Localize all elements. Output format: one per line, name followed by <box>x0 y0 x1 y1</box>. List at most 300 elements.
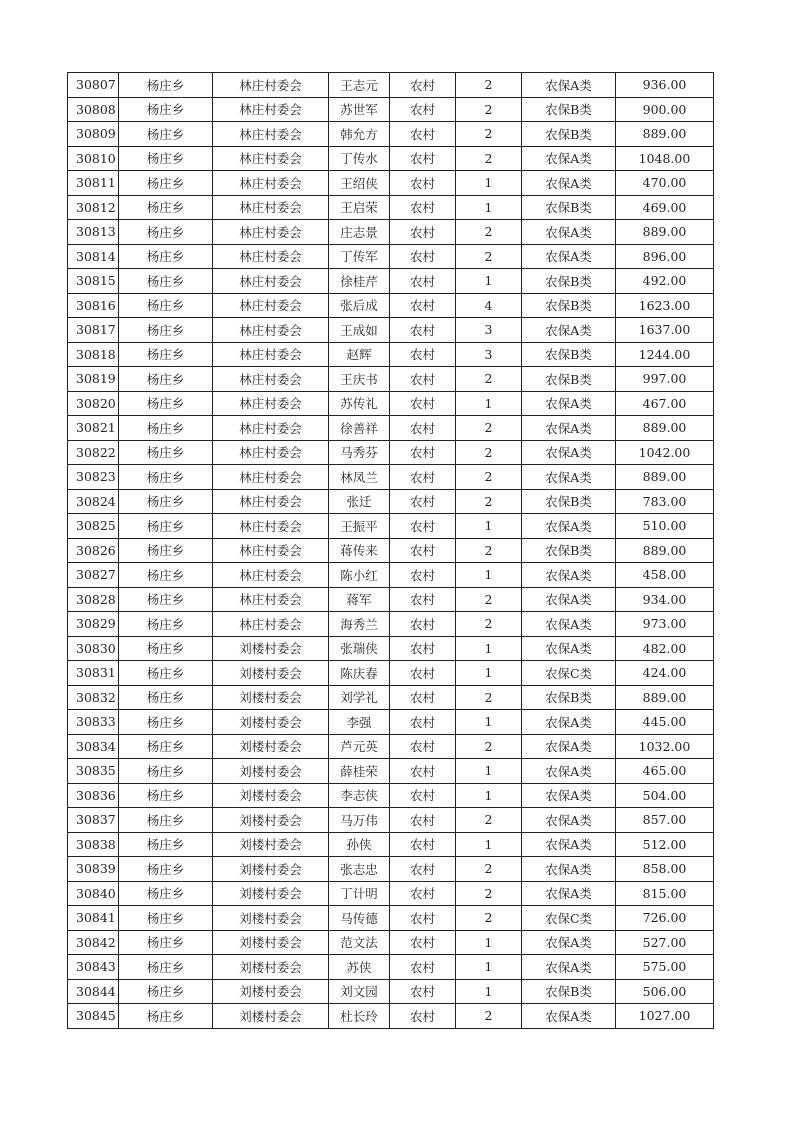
cell-insurance-category: 农保A类 <box>522 710 616 735</box>
cell-village-committee: 林庄村委会 <box>213 563 329 588</box>
cell-township: 杨庄乡 <box>119 661 213 686</box>
cell-household-size: 1 <box>456 171 522 196</box>
cell-household-size: 2 <box>456 587 522 612</box>
cell-insurance-category: 农保B类 <box>522 269 616 294</box>
cell-household-size: 2 <box>456 73 522 98</box>
table-row <box>68 857 714 882</box>
cell-insurance-category: 农保B类 <box>522 367 616 392</box>
cell-record-id: 30842 <box>68 930 119 955</box>
cell-record-id: 30812 <box>68 195 119 220</box>
cell-insurance-category: 农保A类 <box>522 881 616 906</box>
cell-household-size: 2 <box>456 612 522 637</box>
cell-village-committee: 林庄村委会 <box>213 440 329 465</box>
cell-amount: 973.00 <box>616 612 714 637</box>
cell-area-type: 农村 <box>390 318 456 343</box>
cell-name: 赵辉 <box>329 342 390 367</box>
cell-record-id: 30843 <box>68 955 119 980</box>
cell-record-id: 30808 <box>68 97 119 122</box>
table-row <box>68 146 714 171</box>
cell-name: 丁传水 <box>329 146 390 171</box>
cell-township: 杨庄乡 <box>119 97 213 122</box>
cell-household-size: 2 <box>456 906 522 931</box>
cell-insurance-category: 农保A类 <box>522 73 616 98</box>
cell-household-size: 2 <box>456 122 522 147</box>
cell-insurance-category: 农保A类 <box>522 563 616 588</box>
cell-household-size: 2 <box>456 538 522 563</box>
cell-amount: 465.00 <box>616 759 714 784</box>
cell-record-id: 30814 <box>68 244 119 269</box>
cell-township: 杨庄乡 <box>119 759 213 784</box>
cell-record-id: 30833 <box>68 710 119 735</box>
cell-household-size: 4 <box>456 293 522 318</box>
cell-township: 杨庄乡 <box>119 808 213 833</box>
cell-township: 杨庄乡 <box>119 73 213 98</box>
cell-household-size: 1 <box>456 269 522 294</box>
cell-record-id: 30835 <box>68 759 119 784</box>
cell-area-type: 农村 <box>390 734 456 759</box>
cell-name: 徐善祥 <box>329 416 390 441</box>
cell-record-id: 30831 <box>68 661 119 686</box>
cell-record-id: 30828 <box>68 587 119 612</box>
cell-village-committee: 刘楼村委会 <box>213 1004 329 1029</box>
cell-name: 蒋传来 <box>329 538 390 563</box>
cell-village-committee: 林庄村委会 <box>213 73 329 98</box>
cell-household-size: 1 <box>456 391 522 416</box>
cell-insurance-category: 农保A类 <box>522 587 616 612</box>
cell-household-size: 1 <box>456 979 522 1004</box>
table-row <box>68 685 714 710</box>
cell-insurance-category: 农保B类 <box>522 979 616 1004</box>
cell-insurance-category: 农保A类 <box>522 930 616 955</box>
cell-township: 杨庄乡 <box>119 195 213 220</box>
table-row <box>68 563 714 588</box>
cell-village-committee: 刘楼村委会 <box>213 979 329 1004</box>
cell-village-committee: 林庄村委会 <box>213 489 329 514</box>
cell-record-id: 30815 <box>68 269 119 294</box>
cell-household-size: 1 <box>456 661 522 686</box>
cell-name: 王志元 <box>329 73 390 98</box>
cell-insurance-category: 农保A类 <box>522 440 616 465</box>
cell-insurance-category: 农保A类 <box>522 391 616 416</box>
cell-name: 苏传礼 <box>329 391 390 416</box>
cell-name: 杜长玲 <box>329 1004 390 1029</box>
cell-amount: 889.00 <box>616 122 714 147</box>
cell-amount: 512.00 <box>616 832 714 857</box>
table-row <box>68 489 714 514</box>
cell-village-committee: 刘楼村委会 <box>213 930 329 955</box>
cell-household-size: 2 <box>456 734 522 759</box>
cell-insurance-category: 农保B类 <box>522 489 616 514</box>
cell-household-size: 1 <box>456 514 522 539</box>
cell-area-type: 农村 <box>390 979 456 1004</box>
cell-household-size: 1 <box>456 930 522 955</box>
cell-township: 杨庄乡 <box>119 710 213 735</box>
cell-township: 杨庄乡 <box>119 367 213 392</box>
cell-amount: 1042.00 <box>616 440 714 465</box>
cell-household-size: 1 <box>456 563 522 588</box>
cell-area-type: 农村 <box>390 587 456 612</box>
table-row <box>68 979 714 1004</box>
cell-area-type: 农村 <box>390 832 456 857</box>
cell-insurance-category: 农保B类 <box>522 342 616 367</box>
cell-insurance-category: 农保A类 <box>522 318 616 343</box>
cell-village-committee: 林庄村委会 <box>213 195 329 220</box>
cell-record-id: 30834 <box>68 734 119 759</box>
cell-village-committee: 林庄村委会 <box>213 122 329 147</box>
cell-area-type: 农村 <box>390 171 456 196</box>
cell-area-type: 农村 <box>390 122 456 147</box>
cell-household-size: 2 <box>456 881 522 906</box>
cell-area-type: 农村 <box>390 465 456 490</box>
table-row <box>68 171 714 196</box>
cell-record-id: 30809 <box>68 122 119 147</box>
cell-amount: 889.00 <box>616 416 714 441</box>
cell-area-type: 农村 <box>390 293 456 318</box>
cell-area-type: 农村 <box>390 244 456 269</box>
table-row <box>68 195 714 220</box>
cell-area-type: 农村 <box>390 955 456 980</box>
cell-insurance-category: 农保B类 <box>522 685 616 710</box>
cell-village-committee: 刘楼村委会 <box>213 661 329 686</box>
cell-amount: 492.00 <box>616 269 714 294</box>
cell-amount: 1048.00 <box>616 146 714 171</box>
cell-area-type: 农村 <box>390 195 456 220</box>
cell-village-committee: 刘楼村委会 <box>213 881 329 906</box>
table-row <box>68 122 714 147</box>
table-row <box>68 808 714 833</box>
cell-township: 杨庄乡 <box>119 857 213 882</box>
cell-amount: 815.00 <box>616 881 714 906</box>
cell-name: 海秀兰 <box>329 612 390 637</box>
cell-amount: 900.00 <box>616 97 714 122</box>
cell-village-committee: 刘楼村委会 <box>213 783 329 808</box>
cell-insurance-category: 农保A类 <box>522 244 616 269</box>
cell-household-size: 1 <box>456 832 522 857</box>
cell-village-committee: 刘楼村委会 <box>213 857 329 882</box>
cell-household-size: 2 <box>456 97 522 122</box>
cell-insurance-category: 农保A类 <box>522 636 616 661</box>
cell-area-type: 农村 <box>390 881 456 906</box>
data-table <box>67 72 714 1029</box>
cell-record-id: 30821 <box>68 416 119 441</box>
cell-township: 杨庄乡 <box>119 122 213 147</box>
cell-insurance-category: 农保B类 <box>522 122 616 147</box>
cell-name: 陈小红 <box>329 563 390 588</box>
cell-township: 杨庄乡 <box>119 685 213 710</box>
cell-household-size: 3 <box>456 318 522 343</box>
cell-area-type: 农村 <box>390 146 456 171</box>
cell-name: 林凤兰 <box>329 465 390 490</box>
cell-area-type: 农村 <box>390 857 456 882</box>
cell-household-size: 3 <box>456 342 522 367</box>
cell-amount: 858.00 <box>616 857 714 882</box>
cell-name: 庄志景 <box>329 220 390 245</box>
cell-household-size: 1 <box>456 759 522 784</box>
cell-amount: 510.00 <box>616 514 714 539</box>
cell-area-type: 农村 <box>390 73 456 98</box>
cell-village-committee: 林庄村委会 <box>213 244 329 269</box>
cell-amount: 1637.00 <box>616 318 714 343</box>
cell-amount: 1032.00 <box>616 734 714 759</box>
cell-township: 杨庄乡 <box>119 269 213 294</box>
table-row <box>68 269 714 294</box>
table-row <box>68 318 714 343</box>
cell-area-type: 农村 <box>390 538 456 563</box>
cell-insurance-category: 农保A类 <box>522 832 616 857</box>
cell-name: 张迁 <box>329 489 390 514</box>
table-row <box>68 881 714 906</box>
cell-township: 杨庄乡 <box>119 244 213 269</box>
cell-amount: 1027.00 <box>616 1004 714 1029</box>
cell-village-committee: 刘楼村委会 <box>213 808 329 833</box>
cell-village-committee: 林庄村委会 <box>213 146 329 171</box>
cell-record-id: 30836 <box>68 783 119 808</box>
table-row <box>68 759 714 784</box>
cell-area-type: 农村 <box>390 391 456 416</box>
table-row <box>68 440 714 465</box>
cell-name: 苏侠 <box>329 955 390 980</box>
cell-township: 杨庄乡 <box>119 955 213 980</box>
cell-amount: 470.00 <box>616 171 714 196</box>
cell-village-committee: 刘楼村委会 <box>213 955 329 980</box>
cell-household-size: 2 <box>456 244 522 269</box>
cell-township: 杨庄乡 <box>119 832 213 857</box>
cell-record-id: 30845 <box>68 1004 119 1029</box>
cell-record-id: 30810 <box>68 146 119 171</box>
cell-name: 王绍侠 <box>329 171 390 196</box>
cell-name: 李志侠 <box>329 783 390 808</box>
cell-amount: 504.00 <box>616 783 714 808</box>
table-row <box>68 1004 714 1029</box>
table-body <box>68 73 714 1029</box>
cell-area-type: 农村 <box>390 514 456 539</box>
cell-area-type: 农村 <box>390 685 456 710</box>
cell-township: 杨庄乡 <box>119 342 213 367</box>
cell-insurance-category: 农保A类 <box>522 171 616 196</box>
cell-amount: 857.00 <box>616 808 714 833</box>
cell-village-committee: 刘楼村委会 <box>213 759 329 784</box>
cell-area-type: 农村 <box>390 636 456 661</box>
cell-name: 丁传军 <box>329 244 390 269</box>
cell-amount: 445.00 <box>616 710 714 735</box>
cell-village-committee: 林庄村委会 <box>213 220 329 245</box>
cell-record-id: 30838 <box>68 832 119 857</box>
cell-village-committee: 林庄村委会 <box>213 416 329 441</box>
cell-township: 杨庄乡 <box>119 171 213 196</box>
cell-amount: 469.00 <box>616 195 714 220</box>
cell-township: 杨庄乡 <box>119 612 213 637</box>
cell-amount: 896.00 <box>616 244 714 269</box>
cell-village-committee: 林庄村委会 <box>213 391 329 416</box>
cell-insurance-category: 农保B类 <box>522 97 616 122</box>
cell-area-type: 农村 <box>390 808 456 833</box>
cell-amount: 458.00 <box>616 563 714 588</box>
cell-insurance-category: 农保A类 <box>522 808 616 833</box>
cell-village-committee: 林庄村委会 <box>213 367 329 392</box>
cell-township: 杨庄乡 <box>119 930 213 955</box>
cell-amount: 726.00 <box>616 906 714 931</box>
cell-village-committee: 林庄村委会 <box>213 269 329 294</box>
cell-record-id: 30841 <box>68 906 119 931</box>
cell-area-type: 农村 <box>390 416 456 441</box>
table-row <box>68 244 714 269</box>
table-row <box>68 293 714 318</box>
cell-insurance-category: 农保A类 <box>522 465 616 490</box>
cell-insurance-category: 农保A类 <box>522 734 616 759</box>
cell-household-size: 1 <box>456 783 522 808</box>
cell-record-id: 30816 <box>68 293 119 318</box>
cell-village-committee: 刘楼村委会 <box>213 906 329 931</box>
cell-village-committee: 林庄村委会 <box>213 612 329 637</box>
cell-area-type: 农村 <box>390 906 456 931</box>
cell-village-committee: 林庄村委会 <box>213 587 329 612</box>
cell-record-id: 30823 <box>68 465 119 490</box>
table-row <box>68 930 714 955</box>
cell-name: 韩允方 <box>329 122 390 147</box>
cell-name: 王庆书 <box>329 367 390 392</box>
table-row <box>68 367 714 392</box>
cell-name: 刘文园 <box>329 979 390 1004</box>
table-row <box>68 710 714 735</box>
cell-township: 杨庄乡 <box>119 1004 213 1029</box>
cell-record-id: 30837 <box>68 808 119 833</box>
cell-area-type: 农村 <box>390 930 456 955</box>
cell-amount: 575.00 <box>616 955 714 980</box>
cell-amount: 424.00 <box>616 661 714 686</box>
cell-amount: 482.00 <box>616 636 714 661</box>
cell-household-size: 1 <box>456 955 522 980</box>
cell-record-id: 30813 <box>68 220 119 245</box>
table-row <box>68 391 714 416</box>
cell-record-id: 30818 <box>68 342 119 367</box>
cell-area-type: 农村 <box>390 367 456 392</box>
cell-household-size: 2 <box>456 1004 522 1029</box>
cell-area-type: 农村 <box>390 342 456 367</box>
cell-amount: 1623.00 <box>616 293 714 318</box>
table-row <box>68 783 714 808</box>
cell-household-size: 1 <box>456 195 522 220</box>
cell-township: 杨庄乡 <box>119 979 213 1004</box>
cell-name: 丁计明 <box>329 881 390 906</box>
cell-name: 李强 <box>329 710 390 735</box>
cell-household-size: 2 <box>456 146 522 171</box>
cell-village-committee: 刘楼村委会 <box>213 685 329 710</box>
cell-insurance-category: 农保B类 <box>522 195 616 220</box>
cell-household-size: 2 <box>456 220 522 245</box>
cell-area-type: 农村 <box>390 563 456 588</box>
cell-record-id: 30811 <box>68 171 119 196</box>
cell-township: 杨庄乡 <box>119 220 213 245</box>
cell-amount: 997.00 <box>616 367 714 392</box>
cell-record-id: 30829 <box>68 612 119 637</box>
cell-household-size: 2 <box>456 367 522 392</box>
cell-insurance-category: 农保B类 <box>522 293 616 318</box>
cell-household-size: 2 <box>456 857 522 882</box>
table-row <box>68 734 714 759</box>
table-row <box>68 342 714 367</box>
cell-village-committee: 刘楼村委会 <box>213 710 329 735</box>
cell-area-type: 农村 <box>390 97 456 122</box>
cell-area-type: 农村 <box>390 759 456 784</box>
cell-township: 杨庄乡 <box>119 391 213 416</box>
cell-name: 陈庆春 <box>329 661 390 686</box>
cell-township: 杨庄乡 <box>119 146 213 171</box>
cell-amount: 506.00 <box>616 979 714 1004</box>
cell-area-type: 农村 <box>390 269 456 294</box>
cell-household-size: 2 <box>456 685 522 710</box>
cell-insurance-category: 农保A类 <box>522 514 616 539</box>
cell-village-committee: 刘楼村委会 <box>213 636 329 661</box>
cell-name: 张瑞侠 <box>329 636 390 661</box>
cell-name: 薛桂荣 <box>329 759 390 784</box>
cell-township: 杨庄乡 <box>119 416 213 441</box>
cell-area-type: 农村 <box>390 612 456 637</box>
cell-amount: 783.00 <box>616 489 714 514</box>
cell-village-committee: 林庄村委会 <box>213 171 329 196</box>
cell-village-committee: 林庄村委会 <box>213 97 329 122</box>
cell-name: 张志忠 <box>329 857 390 882</box>
table-row <box>68 97 714 122</box>
cell-name: 马秀芬 <box>329 440 390 465</box>
cell-record-id: 30844 <box>68 979 119 1004</box>
table-row <box>68 538 714 563</box>
table-row <box>68 73 714 98</box>
cell-township: 杨庄乡 <box>119 293 213 318</box>
table-row <box>68 832 714 857</box>
cell-area-type: 农村 <box>390 661 456 686</box>
cell-amount: 934.00 <box>616 587 714 612</box>
table-row <box>68 612 714 637</box>
cell-insurance-category: 农保A类 <box>522 759 616 784</box>
cell-insurance-category: 农保A类 <box>522 857 616 882</box>
cell-village-committee: 林庄村委会 <box>213 318 329 343</box>
cell-name: 刘学礼 <box>329 685 390 710</box>
cell-village-committee: 林庄村委会 <box>213 538 329 563</box>
cell-record-id: 30820 <box>68 391 119 416</box>
cell-household-size: 2 <box>456 489 522 514</box>
cell-township: 杨庄乡 <box>119 538 213 563</box>
cell-township: 杨庄乡 <box>119 783 213 808</box>
cell-insurance-category: 农保A类 <box>522 416 616 441</box>
cell-township: 杨庄乡 <box>119 587 213 612</box>
cell-record-id: 30817 <box>68 318 119 343</box>
table-row <box>68 955 714 980</box>
cell-amount: 889.00 <box>616 465 714 490</box>
cell-amount: 1244.00 <box>616 342 714 367</box>
cell-township: 杨庄乡 <box>119 734 213 759</box>
cell-insurance-category: 农保C类 <box>522 906 616 931</box>
cell-name: 王启荣 <box>329 195 390 220</box>
cell-name: 徐桂芹 <box>329 269 390 294</box>
cell-record-id: 30826 <box>68 538 119 563</box>
cell-area-type: 农村 <box>390 1004 456 1029</box>
cell-insurance-category: 农保A类 <box>522 783 616 808</box>
cell-name: 张后成 <box>329 293 390 318</box>
cell-area-type: 农村 <box>390 489 456 514</box>
cell-name: 范文法 <box>329 930 390 955</box>
cell-village-committee: 刘楼村委会 <box>213 832 329 857</box>
cell-township: 杨庄乡 <box>119 465 213 490</box>
cell-amount: 936.00 <box>616 73 714 98</box>
cell-name: 芦元英 <box>329 734 390 759</box>
cell-household-size: 1 <box>456 710 522 735</box>
cell-area-type: 农村 <box>390 710 456 735</box>
cell-village-committee: 林庄村委会 <box>213 465 329 490</box>
cell-record-id: 30825 <box>68 514 119 539</box>
cell-record-id: 30832 <box>68 685 119 710</box>
cell-record-id: 30819 <box>68 367 119 392</box>
cell-household-size: 2 <box>456 416 522 441</box>
